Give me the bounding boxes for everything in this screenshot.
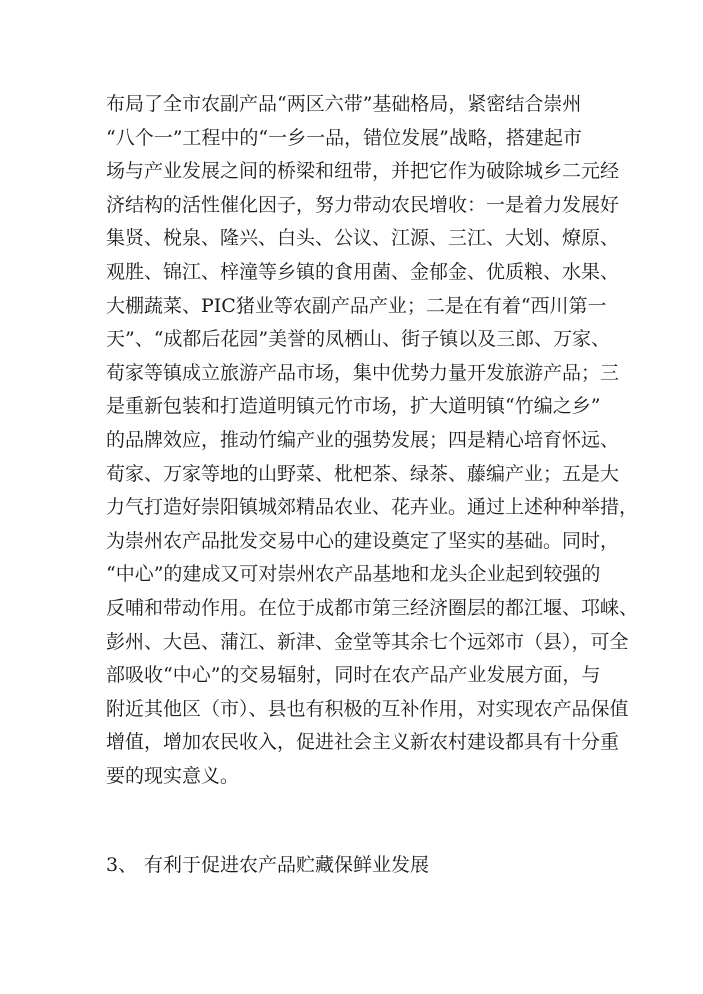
text-line: 是重新包装和打造道明镇元竹市场，扩大道明镇“竹编之乡” — [106, 395, 601, 418]
text-line: 反哺和带动作用。在位于成都市第三经济圈层的都江堰、邛崃、 — [106, 596, 639, 619]
text-line: 大棚蔬菜、PIC猪业等农副产品产业；二是在有着“西川第一 — [106, 294, 607, 317]
text-line: “八个一”工程中的“一乡一品，错位发展”战略，搭建起市 — [106, 126, 582, 149]
text-line: 要的现实意义。 — [106, 764, 240, 787]
text-line: 为崇州农产品批发交易中心的建设奠定了坚实的基础。同时， — [106, 529, 620, 552]
text-line: 部吸收“中心”的交易辐射，同时在农产品产业发展方面，与 — [106, 664, 601, 687]
text-line: 观胜、锦江、梓潼等乡镇的食用菌、金郁金、优质粮、水果、 — [106, 260, 620, 283]
section-title: 有利于促进农产品贮藏保鲜业发展 — [144, 854, 430, 876]
section-heading — [106, 848, 429, 882]
text-line: “中心”的建成又可对崇州农产品基地和龙头企业起到较强的 — [106, 563, 601, 586]
section-number: 3、 — [106, 854, 138, 876]
text-line: 附近其他区（市）、县也有积极的互补作用，对实现农产品保值 — [106, 697, 629, 720]
text-line: 济结构的活性催化因子，努力带动农民增收：一是着力发展好 — [106, 193, 620, 216]
text-line: 荀家等镇成立旅游产品市场，集中优势力量开发旅游产品；三 — [106, 361, 620, 384]
body-paragraph — [106, 88, 639, 793]
text-line: 布局了全市农副产品“两区六带”基础格局，紧密结合崇州 — [106, 93, 582, 115]
text-line: 力气打造好崇阳镇城郊精品农业、花卉业。通过上述种种举措， — [106, 496, 639, 519]
text-line: 天”、“成都后花园”美誉的凤栖山、街子镇以及三郎、万家、 — [106, 328, 611, 351]
text-line: 场与产业发展之间的桥梁和纽带，并把它作为破除城乡二元经 — [106, 160, 620, 183]
text-line: 的品牌效应，推动竹编产业的强势发展；四是精心培育怀远、 — [106, 428, 620, 451]
text-line: 荀家、万家等地的山野菜、枇杷茶、绿茶、藤编产业；五是大 — [106, 462, 620, 485]
text-line: 彭州、大邑、蒲江、新津、金堂等其余七个远郊市（县），可全 — [106, 630, 629, 653]
text-line: 集贤、梲泉、隆兴、白头、公议、江源、三江、大划、燎原、 — [106, 227, 620, 250]
text-line: 增值，增加农民收入，促进社会主义新农村建设都具有十分重 — [106, 731, 620, 754]
